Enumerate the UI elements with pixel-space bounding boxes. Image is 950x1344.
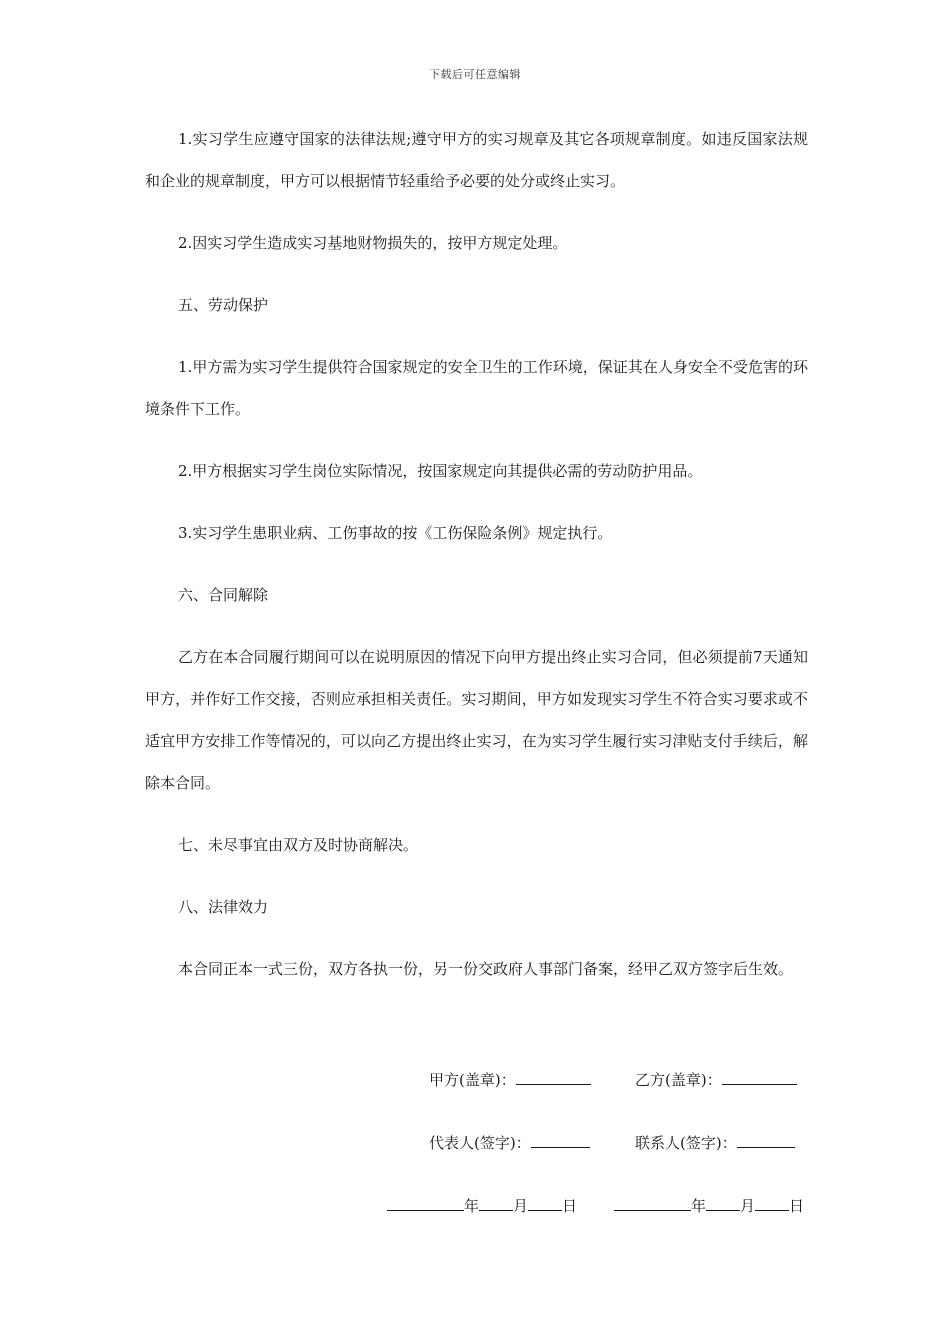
representative-blank[interactable] xyxy=(531,1132,590,1148)
labor-clause-2: 2.甲方根据实习学生岗位实际情况，按国家规定向其提供必需的劳动防护用品。 xyxy=(178,462,703,480)
clause-2: 2.因实习学生造成实习基地财物损失的，按甲方规定处理。 xyxy=(178,234,568,252)
document-body xyxy=(145,118,808,1010)
contact-line xyxy=(635,1132,795,1153)
party-a-seal-blank[interactable] xyxy=(516,1069,591,1085)
party-b-seal-blank[interactable] xyxy=(722,1069,797,1085)
party-b-seal-line xyxy=(635,1069,797,1090)
party-a-year-blank[interactable] xyxy=(387,1195,464,1211)
party-a-year-label: 年 xyxy=(464,1197,480,1215)
party-a-day-label: 日 xyxy=(562,1197,578,1215)
representative-label: 代表人(签字)： xyxy=(429,1134,531,1152)
legal-effect-clause: 本合同正本一式三份，双方各执一份，另一份交政府人事部门备案，经甲乙双方签字后生效。 xyxy=(178,960,794,978)
party-a-seal-line xyxy=(429,1069,591,1090)
party-a-seal-label: 甲方(盖章)： xyxy=(429,1071,516,1089)
contact-blank[interactable] xyxy=(737,1132,795,1148)
contact-label: 联系人(签字)： xyxy=(635,1134,737,1152)
party-b-day-blank[interactable] xyxy=(755,1195,789,1211)
party-a-month-blank[interactable] xyxy=(479,1195,513,1211)
section-heading-legal-effect: 八、法律效力 xyxy=(178,898,269,916)
representative-line xyxy=(429,1132,590,1153)
party-b-year-label: 年 xyxy=(691,1197,707,1215)
clause-1: 1.实习学生应遵守国家的法律法规;遵守甲方的实习规章及其它各项规章制度。如违反国家法规和企业的规章制度，甲方可以根据情节轻重给予必要的处分或终止实习。 xyxy=(145,130,808,190)
party-b-month-blank[interactable] xyxy=(706,1195,740,1211)
labor-clause-3: 3.实习学生患职业病、工伤事故的按《工伤保险条例》规定执行。 xyxy=(178,524,613,542)
section-heading-termination: 六、合同解除 xyxy=(178,586,269,604)
party-b-seal-label: 乙方(盖章)： xyxy=(635,1071,722,1089)
page-header: 下载后可任意编辑 xyxy=(429,68,521,81)
party-a-date-line xyxy=(387,1195,577,1216)
section-heading-unresolved: 七、未尽事宜由双方及时协商解决。 xyxy=(178,836,419,854)
party-b-month-label: 月 xyxy=(740,1197,756,1215)
party-b-day-label: 日 xyxy=(789,1197,805,1215)
party-a-day-blank[interactable] xyxy=(528,1195,562,1211)
party-a-month-label: 月 xyxy=(513,1197,529,1215)
labor-clause-1: 1.甲方需为实习学生提供符合国家规定的安全卫生的工作环境，保证其在人身安全不受危害的环境条件下工作。 xyxy=(145,358,808,418)
termination-clause: 乙方在本合同履行期间可以在说明原因的情况下向甲方提出终止实习合同，但必须提前7天通知甲方，并作好工作交接，否则应承担相关责任。实习期间，甲方如发现实习学生不符合实习要求或不适宜甲方安排工作等情况的，可以向乙方提出终止实习，在为实习学生履行实习津贴支付手续后，解除本合同。 xyxy=(145,648,808,792)
party-b-date-line xyxy=(614,1195,804,1216)
party-b-year-blank[interactable] xyxy=(614,1195,691,1211)
section-heading-labor-protection: 五、劳动保护 xyxy=(178,296,269,314)
